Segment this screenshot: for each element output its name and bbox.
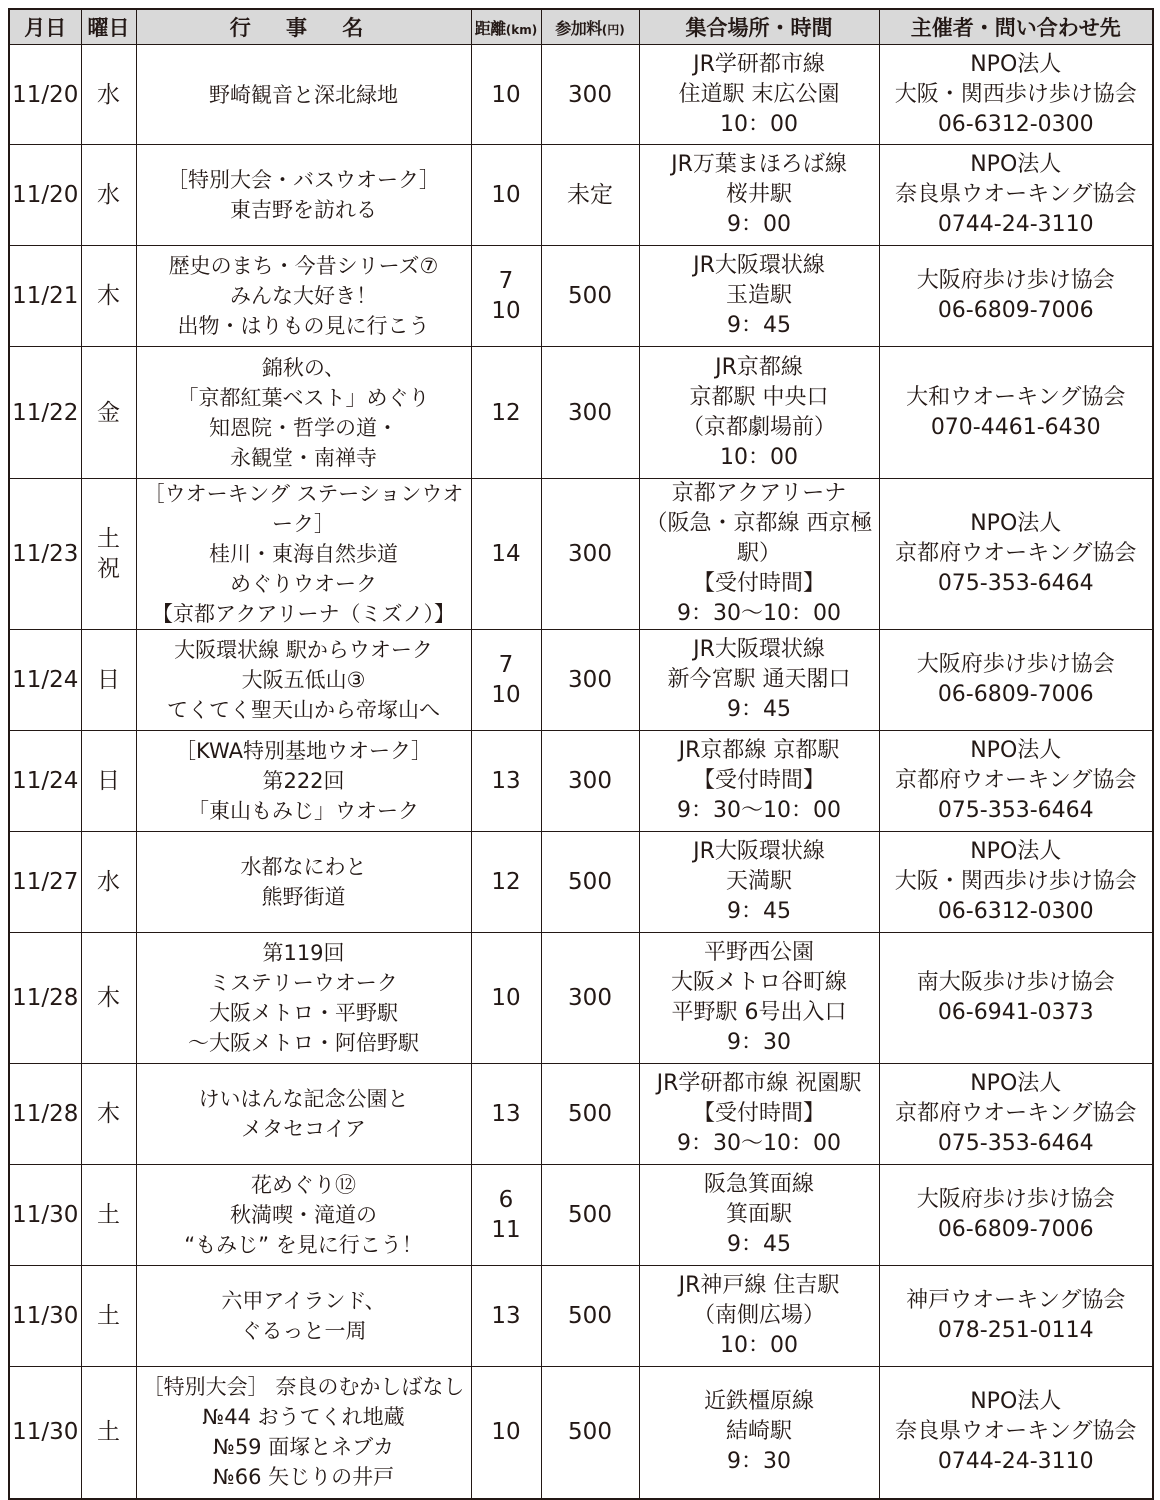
cell-weekday: 木 xyxy=(81,1064,136,1165)
cell-organizer: 大阪府歩け歩け協会 06-6809-7006 xyxy=(879,1165,1153,1266)
header-distance xyxy=(471,9,541,45)
table-header xyxy=(9,9,1153,45)
cell-fee: 500 xyxy=(541,246,639,347)
cell-venue: 阪急箕面線 箕面駅 9：45 xyxy=(639,1165,879,1266)
cell-event: 錦秋の、 「京都紅葉ベスト」めぐり 知恩院・哲学の道・ 永観堂・南禅寺 xyxy=(136,347,471,479)
cell-distance: 12 xyxy=(471,832,541,933)
header-distance-unit: (km) xyxy=(505,22,538,37)
header-distance-label: 距離 xyxy=(474,18,506,38)
table-row xyxy=(9,1367,1153,1499)
cell-organizer: 大阪府歩け歩け協会 06-6809-7006 xyxy=(879,630,1153,731)
cell-venue: JR京都線 京都駅 【受付時間】 9：30〜10：00 xyxy=(639,731,879,832)
cell-weekday: 水 xyxy=(81,45,136,145)
table-row xyxy=(9,731,1153,832)
cell-organizer: NPO法人 大阪・関西歩け歩け協会 06-6312-0300 xyxy=(879,832,1153,933)
header-event: 行 事 名 xyxy=(136,9,471,45)
header-venue: 集合場所・時間 xyxy=(639,9,879,45)
cell-organizer: 大和ウオーキング協会 070-4461-6430 xyxy=(879,347,1153,479)
cell-fee: 300 xyxy=(541,933,639,1064)
table-row xyxy=(9,45,1153,145)
cell-fee: 500 xyxy=(541,1165,639,1266)
cell-date: 11/30 xyxy=(9,1165,81,1266)
header-row xyxy=(9,9,1153,45)
cell-event: ［ウオーキング ステーションウオーク］ 桂川・東海自然歩道 めぐりウオーク 【京都アクアリーナ（ミズノ）】 xyxy=(136,479,471,630)
cell-weekday: 土 祝 xyxy=(81,479,136,630)
cell-fee: 未定 xyxy=(541,145,639,246)
cell-event: 花めぐり⑫ 秋満喫・滝道の “もみじ” を見に行こう！ xyxy=(136,1165,471,1266)
cell-organizer: 神戸ウオーキング協会 078-251-0114 xyxy=(879,1266,1153,1367)
table-row xyxy=(9,145,1153,246)
cell-venue: JR大阪環状線 天満駅 9：45 xyxy=(639,832,879,933)
cell-organizer: NPO法人 京都府ウオーキング協会 075-353-6464 xyxy=(879,731,1153,832)
table-row xyxy=(9,347,1153,479)
cell-event: 大阪環状線 駅からウオーク 大阪五低山③ てくてく聖天山から帝塚山へ xyxy=(136,630,471,731)
cell-distance: 10 xyxy=(471,45,541,145)
cell-weekday: 土 xyxy=(81,1367,136,1499)
cell-date: 11/20 xyxy=(9,145,81,246)
cell-date: 11/24 xyxy=(9,630,81,731)
cell-venue: 近鉄橿原線 結崎駅 9：30 xyxy=(639,1367,879,1499)
cell-fee: 500 xyxy=(541,832,639,933)
header-date: 月日 xyxy=(9,9,81,45)
cell-distance: 14 xyxy=(471,479,541,630)
cell-event: 第119回 ミステリーウオーク 大阪メトロ・平野駅 〜大阪メトロ・阿倍野駅 xyxy=(136,933,471,1064)
cell-weekday: 木 xyxy=(81,933,136,1064)
cell-fee: 300 xyxy=(541,45,639,145)
header-fee-unit: (円) xyxy=(601,22,625,37)
cell-venue: JR神戸線 住吉駅 （南側広場） 10：00 xyxy=(639,1266,879,1367)
header-fee xyxy=(541,9,639,45)
cell-event: ［KWA特別基地ウオーク］ 第222回 「東山もみじ」ウオーク xyxy=(136,731,471,832)
cell-organizer: NPO法人 京都府ウオーキング協会 075-353-6464 xyxy=(879,1064,1153,1165)
cell-venue: JR万葉まほろば線 桜井駅 9：00 xyxy=(639,145,879,246)
cell-distance: 12 xyxy=(471,347,541,479)
cell-distance: 13 xyxy=(471,1064,541,1165)
cell-date: 11/24 xyxy=(9,731,81,832)
cell-weekday: 木 xyxy=(81,246,136,347)
cell-organizer: NPO法人 奈良県ウオーキング協会 0744-24-3110 xyxy=(879,1367,1153,1499)
table-row xyxy=(9,832,1153,933)
cell-weekday: 日 xyxy=(81,731,136,832)
cell-venue: JR学研都市線 住道駅 末広公園 10：00 xyxy=(639,45,879,145)
cell-weekday: 日 xyxy=(81,630,136,731)
cell-distance: 7 10 xyxy=(471,246,541,347)
cell-fee: 300 xyxy=(541,347,639,479)
header-fee-label: 参加料 xyxy=(555,18,602,38)
cell-event: けいはんな記念公園と メタセコイア xyxy=(136,1064,471,1165)
cell-fee: 500 xyxy=(541,1064,639,1165)
cell-fee: 500 xyxy=(541,1367,639,1499)
cell-event: 六甲アイランド、 ぐるっと一周 xyxy=(136,1266,471,1367)
cell-venue: JR京都線 京都駅 中央口 （京都劇場前） 10：00 xyxy=(639,347,879,479)
cell-organizer: 南大阪歩け歩け協会 06-6941-0373 xyxy=(879,933,1153,1064)
table-row xyxy=(9,1064,1153,1165)
cell-distance: 7 10 xyxy=(471,630,541,731)
cell-distance: 6 11 xyxy=(471,1165,541,1266)
header-organizer: 主催者・問い合わせ先 xyxy=(879,9,1153,45)
cell-venue: 平野西公園 大阪メトロ谷町線 平野駅 6号出入口 9：30 xyxy=(639,933,879,1064)
cell-event: ［特別大会・バスウオーク］ 東吉野を訪れる xyxy=(136,145,471,246)
cell-event: 野崎観音と深北緑地 xyxy=(136,45,471,145)
cell-fee: 500 xyxy=(541,1266,639,1367)
table-row xyxy=(9,479,1153,630)
cell-venue: JR大阪環状線 玉造駅 9：45 xyxy=(639,246,879,347)
cell-distance: 10 xyxy=(471,1367,541,1499)
cell-weekday: 水 xyxy=(81,832,136,933)
cell-date: 11/21 xyxy=(9,246,81,347)
cell-date: 11/28 xyxy=(9,933,81,1064)
cell-date: 11/30 xyxy=(9,1266,81,1367)
cell-event: 水都なにわと 熊野街道 xyxy=(136,832,471,933)
cell-fee: 300 xyxy=(541,479,639,630)
cell-weekday: 水 xyxy=(81,145,136,246)
cell-weekday: 土 xyxy=(81,1165,136,1266)
table-row xyxy=(9,933,1153,1064)
table-body xyxy=(9,45,1153,1499)
cell-organizer: 大阪府歩け歩け協会 06-6809-7006 xyxy=(879,246,1153,347)
cell-date: 11/23 xyxy=(9,479,81,630)
table-row xyxy=(9,1266,1153,1367)
cell-weekday: 土 xyxy=(81,1266,136,1367)
table-row xyxy=(9,1165,1153,1266)
cell-date: 11/27 xyxy=(9,832,81,933)
event-table xyxy=(8,8,1154,1500)
cell-event: ［特別大会］ 奈良のむかしばなし №44 おうてくれ地蔵 №59 面塚とネブカ №66 矢じりの井戸 xyxy=(136,1367,471,1499)
cell-venue: 京都アクアリーナ （阪急・京都線 西京極駅） 【受付時間】 9：30〜10：00 xyxy=(639,479,879,630)
cell-distance: 13 xyxy=(471,1266,541,1367)
cell-fee: 300 xyxy=(541,731,639,832)
header-weekday: 曜日 xyxy=(81,9,136,45)
cell-distance: 10 xyxy=(471,145,541,246)
cell-organizer: NPO法人 大阪・関西歩け歩け協会 06-6312-0300 xyxy=(879,45,1153,145)
cell-organizer: NPO法人 京都府ウオーキング協会 075-353-6464 xyxy=(879,479,1153,630)
cell-date: 11/28 xyxy=(9,1064,81,1165)
cell-date: 11/22 xyxy=(9,347,81,479)
cell-distance: 10 xyxy=(471,933,541,1064)
cell-fee: 300 xyxy=(541,630,639,731)
table-row xyxy=(9,246,1153,347)
cell-event: 歴史のまち・今昔シリーズ⑦ みんな大好き！ 出物・はりもの見に行こう xyxy=(136,246,471,347)
event-schedule xyxy=(8,8,1154,1500)
cell-organizer: NPO法人 奈良県ウオーキング協会 0744-24-3110 xyxy=(879,145,1153,246)
cell-distance: 13 xyxy=(471,731,541,832)
cell-venue: JR大阪環状線 新今宮駅 通天閣口 9：45 xyxy=(639,630,879,731)
cell-venue: JR学研都市線 祝園駅 【受付時間】 9：30〜10：00 xyxy=(639,1064,879,1165)
cell-weekday: 金 xyxy=(81,347,136,479)
table-row xyxy=(9,630,1153,731)
cell-date: 11/30 xyxy=(9,1367,81,1499)
cell-date: 11/20 xyxy=(9,45,81,145)
